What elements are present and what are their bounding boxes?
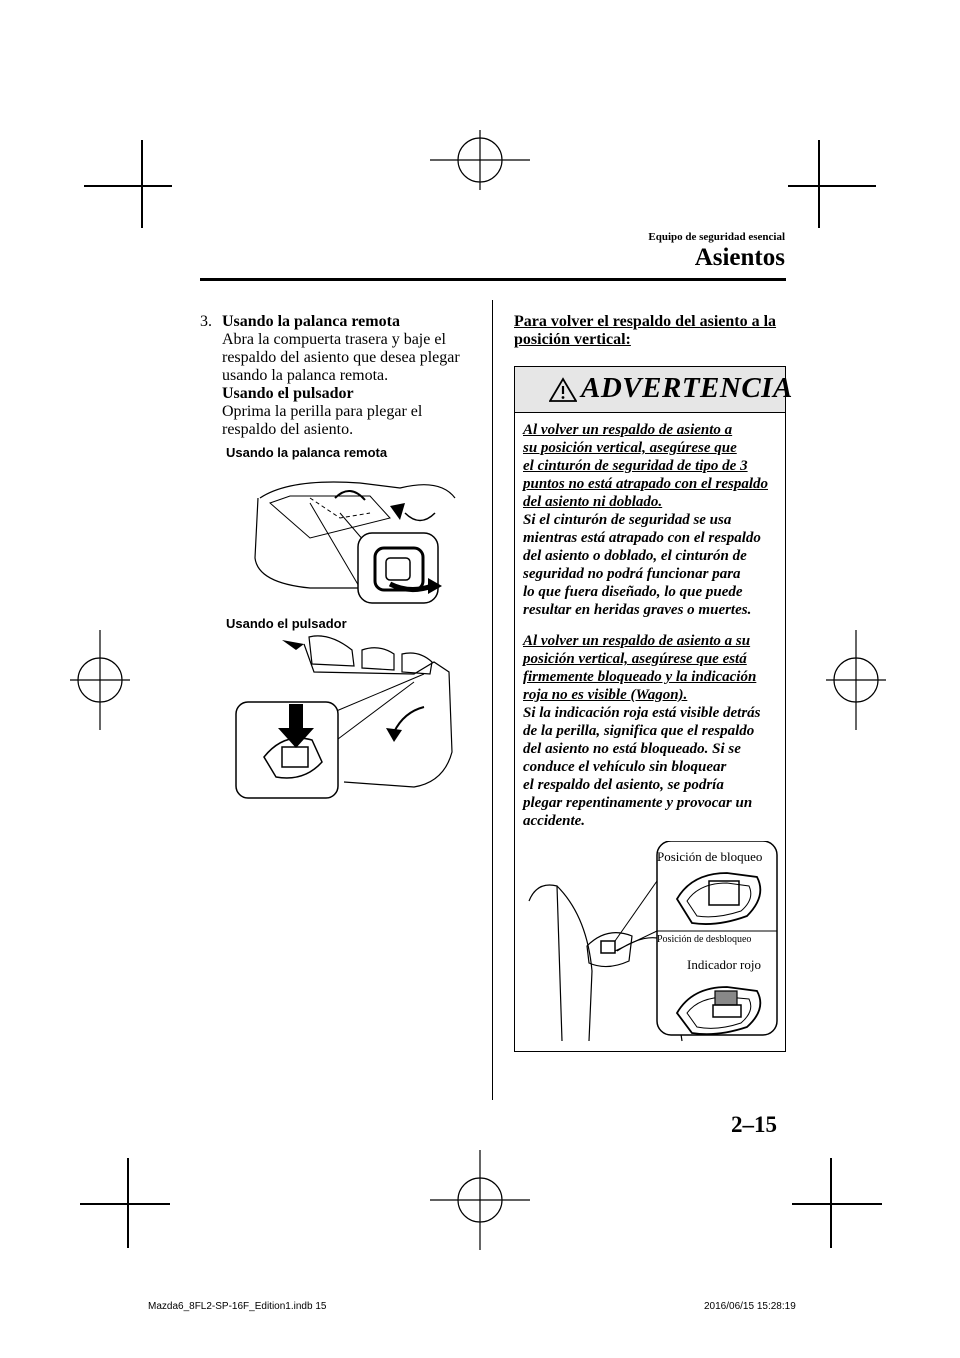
warning-box (514, 366, 793, 1052)
warning-title: ADVERTENCIA (581, 372, 793, 404)
footer-timestamp: 2016/06/15 15:28:19 (704, 1301, 796, 1312)
page-number: 2–15 (731, 1112, 777, 1137)
warning-paragraph-1: Al volver un respaldo de asiento a su posición vertical, asegúrese que el cinturón de seguridad de tipo de 3 puntos no está atrapado con el respaldo del asiento ni doblado. Si el cinturón de seguridad se usa mientras está atrapado con el respaldo del asiento o doblado, el cinturón de seguridad no podrá funcionar para lo que fuera diseñado, lo que puede resultar en heridas graves o muertes. (523, 422, 769, 618)
remote-heading: Usando la palanca remota (222, 313, 400, 330)
header-rule (200, 278, 786, 281)
push-button-illustration (234, 632, 460, 802)
lock-position-label: Posición de bloqueo (657, 849, 763, 864)
red-indicator-label: Indicador rojo (687, 957, 762, 972)
warning-triangle-icon (549, 377, 577, 403)
button-heading: Usando el pulsador (222, 385, 354, 402)
remote-text-line: Abra la compuerta trasera y baje el (222, 331, 446, 348)
warning-paragraph-2: Al volver un respaldo de asiento a su posición vertical, asegúrese que está firmemente bloqueado y la indicación roja no es visible (Wagon). Si la indicación roja está visible detrás de la perilla, significa que el respaldo del asiento no está bloqueado. Si se conduce el vehículo sin bloquear el respaldo del asiento, se podría plegar repentinamente y provocar un accidente. (523, 633, 761, 829)
registration-mark-top (430, 130, 530, 190)
warning-header (515, 367, 793, 413)
column-divider (492, 300, 493, 1100)
unlock-position-label: Posición de desbloqueo (657, 934, 752, 945)
remote-text-line: respaldo del asiento que desea plegar (222, 349, 460, 366)
registration-mark-right (826, 630, 886, 730)
page-title: Asientos (694, 244, 785, 271)
registration-mark-bottom (430, 1150, 530, 1250)
remote-figure-label: Usando la palanca remota (226, 445, 388, 460)
footer-filename: Mazda6_8FL2-SP-16F_Edition1.indb 15 (148, 1301, 327, 1312)
button-text-line: Oprima la perilla para plegar el (222, 403, 423, 420)
registration-mark-left (70, 630, 130, 730)
step-number: 3. (200, 313, 212, 330)
remote-text-line: usando la palanca remota. (222, 367, 389, 384)
remote-lever-illustration (250, 458, 460, 608)
button-text-line: respaldo del asiento. (222, 421, 354, 438)
section-name: Equipo de seguridad esencial (648, 231, 785, 243)
button-figure-label: Usando el pulsador (226, 616, 347, 631)
section-heading: Para volver el respaldo del asiento a la posición vertical: (514, 313, 777, 348)
